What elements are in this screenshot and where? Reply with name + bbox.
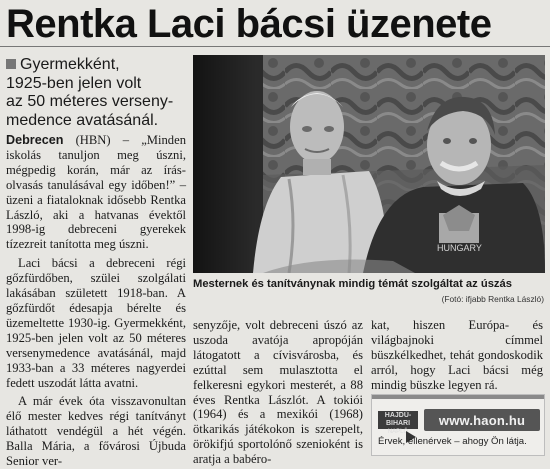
article-photo: [193, 55, 545, 273]
newspaper-logo: HAJDÚ-BIHARI NAPLÓ: [378, 411, 418, 429]
headline: Rentka Laci bácsi üzenete: [6, 2, 492, 46]
byline-place: Debrecen: [6, 133, 64, 147]
deck-line-2: 1925-ben jelen volt: [6, 74, 142, 92]
paragraph-3: A már évek óta visszavonultan élő mester kedves régi tanítványt láthatott vendégül a hét végén. Balla Mária, a fővárosi Újbuda Senior ver-: [6, 394, 186, 469]
ad-url-link[interactable]: www.haon.hu: [438, 412, 526, 428]
paragraph-1: [6, 133, 186, 252]
photo-caption: Mesternek és tanítványnak mindig témát szolgáltat az úszás: [193, 278, 512, 290]
square-bullet-icon: [6, 59, 16, 69]
paragraph-3-end: kat, hiszen Európa- és világbajnoki címmel büszkélkedhet, tehát gondoskodik arról, hogy Laci bácsi még mindig büszke legyen rá.: [371, 318, 543, 392]
paragraph-1-text: „Minden iskolás tanuljon meg úszni, mégpedig korán, már az írás-olvasás tanulásával egy időben!” – üzeni a fiataloknak idősebb Rentka László, aki a hatvanas évektől 1998-ig debreceni gyerekek tízezreit tanította meg úszni.: [6, 133, 186, 252]
ad-url-box[interactable]: [424, 409, 540, 431]
article-column-3: [371, 318, 543, 393]
deck: [6, 56, 186, 130]
article-column-1: [6, 133, 186, 469]
paragraph-3-continued: senyzője, volt debreceni úszó az uszoda avatója apropóján látogatott a cívisvárosba, és ezúttal sem mulasztotta el felkeresni egykori mesterét, a 88 éves Rentka Lászlót. A tokiói (1964) és a mexikói (1968) ötkarikás játékokon is szerepelt, örökifjú sportolónő szenioként is aratja a babéro-: [193, 318, 363, 467]
photo-credit: (Fotó: ifjabb Rentka László): [441, 294, 544, 304]
deck-line-1: Gyermekként,: [6, 56, 186, 75]
haon-advertisement[interactable]: [371, 394, 545, 456]
ad-top-strip: [372, 395, 544, 399]
deck-line-4: medence avatásánál.: [6, 111, 159, 129]
headline-rule: [0, 46, 550, 47]
article-column-2: [193, 318, 363, 467]
ad-tagline: Érvek, ellenérvek – ahogy Ön látja.: [378, 436, 527, 447]
byline-agency: (HBN) –: [63, 133, 142, 147]
deck-line-3: az 50 méteres verseny-: [6, 93, 174, 110]
paragraph-2: Laci bácsi a debreceni régi gőzfürdőben, szülei szolgálati lakásában született 1918-ban. A gőzfürdőt édesapja bérelte és üzemeltette 1930-ig. Gyermekként, 1925-ben jelen volt az 50 méteres versenymedence avatásánál, majd 1933-ban a 33 méteres nagyerdei fedett uszodát látta avatni.: [6, 256, 186, 390]
shirt-text: HUNGARY: [437, 243, 482, 253]
